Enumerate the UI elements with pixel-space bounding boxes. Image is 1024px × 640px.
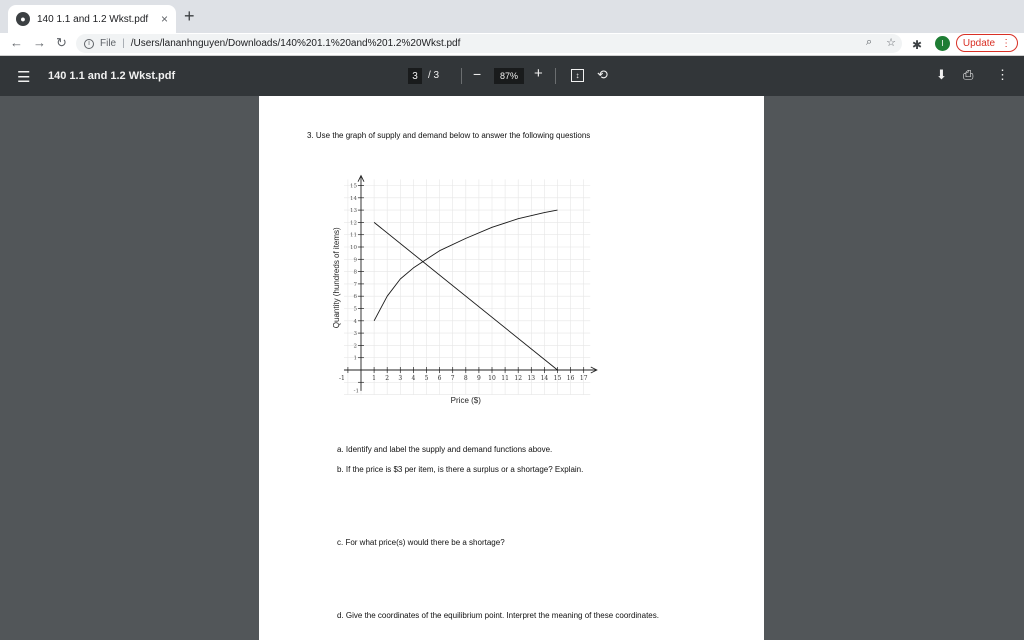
address-bar[interactable]: [76, 34, 902, 53]
y-tick-label: 13: [350, 208, 357, 215]
page-total: / 3: [428, 70, 440, 81]
x-axis-label: Price ($): [450, 396, 481, 405]
zoom-out-button[interactable]: −: [473, 66, 482, 82]
x-tick-label: 15: [553, 375, 562, 382]
address-scheme: File: [100, 38, 117, 49]
print-icon[interactable]: ⎙: [963, 67, 974, 82]
y-axis-label: Quantity (hundreds of items): [332, 227, 341, 329]
y-tick-label: 2: [353, 343, 357, 350]
y-tick-label: 11: [350, 232, 357, 239]
address-url[interactable]: /Users/lananhnguyen/Downloads/140%201.1%20and%201.2%20Wkst.pdf: [130, 38, 461, 49]
x-tick-label: 16: [566, 375, 575, 382]
y-tick-label: 14: [350, 195, 357, 202]
x-tick-label: 5: [424, 375, 429, 382]
x-tick-label: 7: [450, 375, 455, 382]
kebab-menu-icon: ⋮: [1001, 37, 1012, 49]
pdf-title: 140 1.1 and 1.2 Wkst.pdf: [48, 70, 176, 82]
y-tick-label: 4: [353, 318, 357, 325]
browser-tab[interactable]: [8, 5, 176, 33]
info-icon[interactable]: i: [84, 39, 94, 49]
toolbar-divider: [461, 68, 462, 84]
pdf-toolbar: [0, 56, 1024, 96]
rotate-icon[interactable]: ⟲: [597, 67, 608, 82]
new-tab-button[interactable]: +: [184, 6, 195, 26]
sub-question-b: b. If the price is $3 per item, is there a surplus or a shortage? Explain.: [337, 465, 584, 474]
y-tick-label: 6: [353, 294, 357, 301]
address-separator: |: [122, 38, 125, 49]
x-tick-label: 6: [437, 375, 442, 382]
y-tick-label: 1: [353, 355, 357, 362]
x-tick-label: 3: [398, 375, 403, 382]
extensions-puzzle-icon[interactable]: ✱: [912, 38, 923, 52]
globe-icon: ●: [16, 12, 30, 26]
x-tick-label: 8: [463, 375, 468, 382]
x-tick-label: 2: [385, 375, 390, 382]
fit-to-page-icon[interactable]: ↕: [571, 69, 584, 82]
profile-avatar[interactable]: I: [935, 36, 950, 51]
x-tick-label: 14: [540, 375, 549, 382]
toolbar-divider: [555, 68, 556, 84]
x-tick-label: 9: [476, 375, 481, 382]
y-tick-label: 3: [353, 331, 357, 338]
zoom-lens-icon[interactable]: ⌕: [865, 36, 873, 48]
browser-toolbar: [0, 33, 1024, 56]
x-tick-label: 10: [488, 375, 496, 382]
y-tick-label: 10: [350, 245, 357, 251]
pdf-page: [259, 96, 764, 640]
tab-title: 140 1.1 and 1.2 Wkst.pdf: [37, 13, 149, 25]
back-arrow-icon[interactable]: ←: [10, 35, 23, 50]
bookmark-star-icon[interactable]: ☆: [886, 37, 896, 49]
y-tick-label: -1: [353, 388, 359, 395]
hamburger-menu-icon[interactable]: ☰: [17, 69, 31, 86]
chart-svg: [319, 158, 621, 422]
y-tick-label: 15: [350, 183, 357, 190]
page-number-input[interactable]: 3: [408, 68, 422, 84]
x-tick-label: 1: [372, 375, 377, 382]
sub-question-c: c. For what price(s) would there be a shortage?: [337, 538, 505, 547]
close-icon[interactable]: ×: [160, 12, 168, 26]
y-tick-label: 7: [353, 281, 357, 288]
x-tick-label: 4: [411, 375, 416, 382]
tab-strip: [0, 0, 1024, 33]
y-tick-label: 12: [350, 220, 357, 227]
y-tick-label: 9: [353, 257, 357, 264]
download-icon[interactable]: ⬇: [936, 67, 947, 82]
update-button[interactable]: [956, 34, 1018, 52]
x-tick-label: 11: [501, 375, 509, 382]
x-tick-label: -1: [338, 375, 345, 382]
zoom-level-input[interactable]: 87%: [494, 68, 524, 84]
reload-icon[interactable]: ↻: [56, 35, 67, 50]
x-tick-label: 17: [579, 375, 588, 382]
x-tick-label: 12: [514, 375, 523, 382]
supply-demand-graph: [319, 158, 621, 422]
zoom-in-button[interactable]: +: [534, 65, 543, 82]
sub-question-d: d. Give the coordinates of the equilibrium point. Interpret the meaning of these coordinates.: [337, 611, 659, 620]
sub-question-a: a. Identify and label the supply and demand functions above.: [337, 445, 553, 454]
x-tick-label: 13: [527, 375, 536, 382]
question-text: 3. Use the graph of supply and demand below to answer the following questions: [307, 131, 591, 140]
forward-arrow-icon[interactable]: →: [33, 35, 46, 50]
y-tick-label: 8: [353, 269, 357, 276]
y-tick-label: 5: [353, 306, 357, 313]
update-label: Update: [962, 37, 996, 49]
more-options-icon[interactable]: ⋮: [996, 67, 1009, 82]
